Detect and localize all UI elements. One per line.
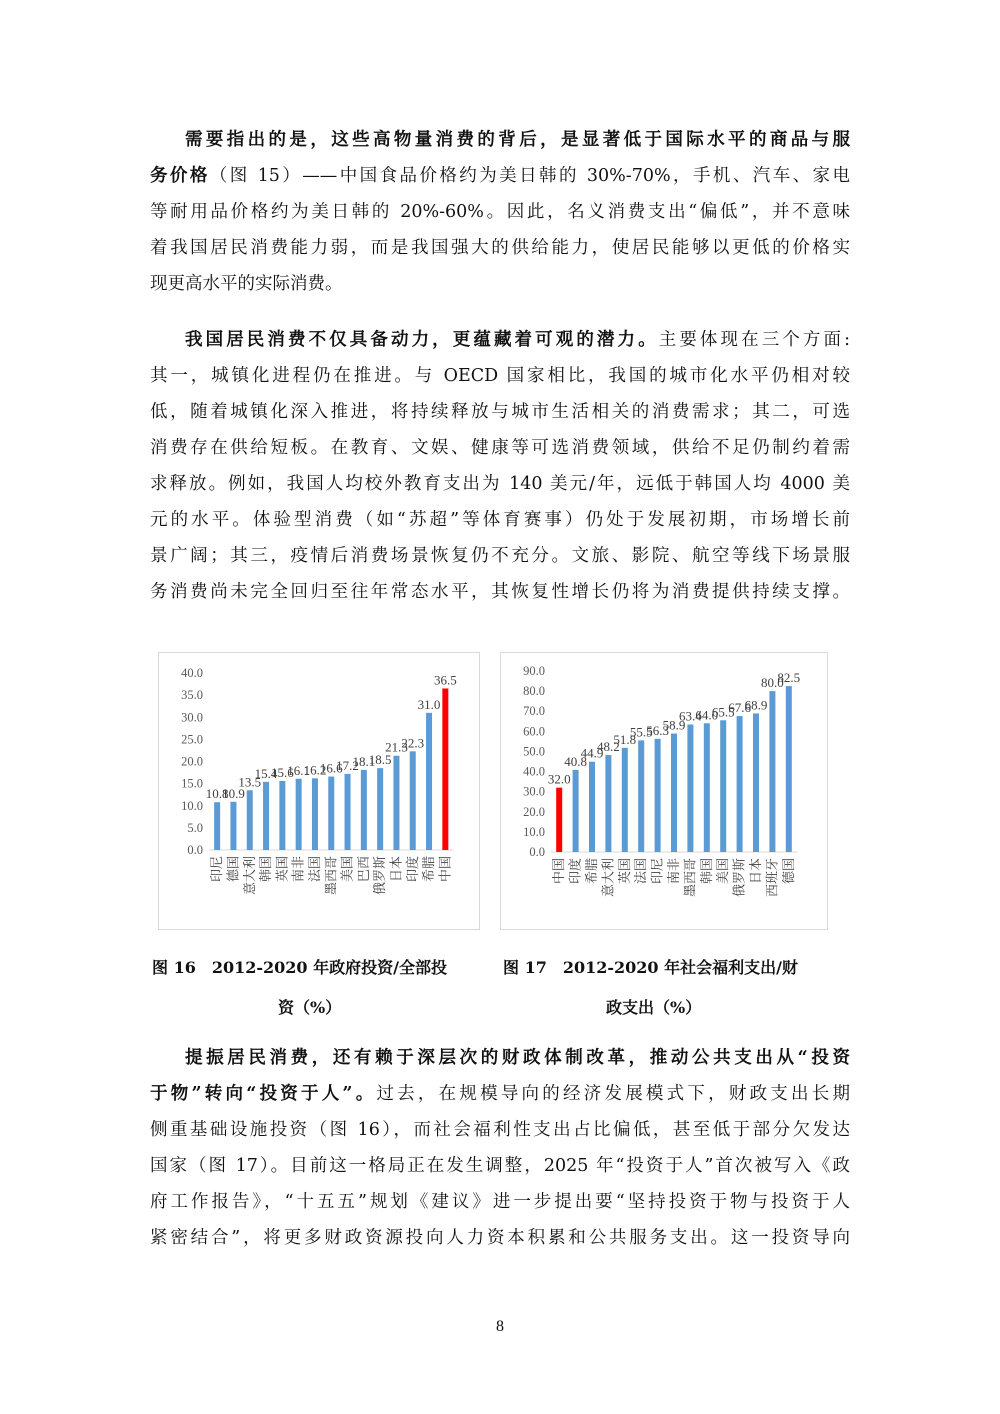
x-category-label: 德国 [226,856,242,883]
data-label: 58.9 [662,717,686,733]
data-label: 56.3 [646,722,669,738]
paragraph-3-line-2-rest: 过去，在规模导向的经济发展模式下，财政支出长期 [376,1084,850,1104]
x-category-label: 西班牙 [765,858,781,898]
x-category-label: 英国 [617,858,633,885]
figure-16-svg [159,653,479,929]
figure-17-svg [501,653,827,929]
bar [442,688,448,850]
x-category-label: 印尼 [210,856,226,883]
x-category-label: 韩国 [699,858,715,885]
paragraph-3-bold-phrase: 于物”转向“投资于人”。 [150,1084,377,1104]
x-category-label: 印尼 [650,858,666,885]
x-category-label: 希腊 [422,856,438,883]
paragraph-3-line-1: 提振居民消费，还有赖于深层次的财政体制改革，推动公共支出从“投资 [185,1048,850,1068]
x-category-label: 南非 [291,856,307,883]
data-label: 13.5 [238,774,262,790]
y-tick-label: 40.0 [523,764,545,779]
data-label: 31.0 [417,696,441,712]
paragraph-2-line-8: 务消费尚未完全回归至往年常态水平，其恢复性增长仍将为消费提供持续支撑。 [150,582,850,602]
bar [377,768,383,850]
y-tick-label: 40.0 [181,666,203,680]
bar [655,739,661,852]
paragraph-1 [150,122,850,302]
bar [296,779,302,850]
bar [720,720,726,852]
bar [393,756,399,850]
y-tick-label: 35.0 [181,688,203,703]
paragraph-3 [150,1040,850,1256]
data-label: 40.8 [564,753,587,769]
data-label: 18.1 [352,753,376,769]
x-category-label: 法国 [634,858,650,885]
bar [638,740,644,852]
y-tick-label: 20.0 [181,754,203,769]
y-tick-label: 20.0 [523,804,545,819]
paragraph-1-bold-phrase: 务价格 [150,166,210,186]
x-category-label: 意大利 [242,856,258,896]
bar [312,778,318,850]
data-label: 16.6 [319,760,343,776]
x-category-label: 南非 [667,858,682,885]
data-label: 21.3 [385,739,408,755]
paragraph-2-line-7: 景广阔；其三，疫情后消费场景恢复仍不充分。文旅、影院、航空等线下场景服 [150,546,850,566]
y-tick-label: 70.0 [523,704,545,719]
bar [345,774,351,850]
bar [573,770,579,852]
bar [737,716,743,852]
paragraph-3-line-2 [150,1076,850,1112]
paragraph-2-line-1 [150,322,850,358]
paragraph-2 [150,322,850,610]
x-category-label: 墨西哥 [683,858,699,898]
data-label: 18.5 [368,752,392,768]
x-category-label: 俄罗斯 [732,858,748,898]
paragraph-1-line-5: 现更高水平的实际消费。 [150,274,343,294]
x-category-label: 英国 [275,856,291,883]
bar [704,723,710,852]
y-tick-label: 10.0 [181,798,203,813]
data-label: 63.4 [679,708,702,724]
figure-17-chart [500,652,828,930]
figure-17-caption-line-1: 图 17 2012-2020 年社会福利支出/财 [503,958,798,977]
x-category-label: 德国 [781,858,797,885]
data-label: 17.2 [336,757,359,773]
bar [753,713,759,852]
x-category-label: 巴西 [356,856,372,883]
y-tick-label: 0.0 [529,845,545,859]
paragraph-3-line-5: 府工作报告》，“十五五”规划《建议》进一步提出要“坚持投资于物与投资于人 [150,1192,850,1212]
paragraph-2-line-2: 其一，城镇化进程仍在推进。与 OECD 国家相比，我国的城市化水平仍相对较 [150,366,850,386]
x-category-label: 希腊 [585,858,600,885]
bar [671,734,677,852]
bar [247,790,253,850]
figure-16-caption-line-1: 图 16 2012-2020 年政府投资/全部投 [152,958,447,977]
x-category-label: 印度 [405,856,421,883]
bar [361,770,367,850]
paragraph-1-line-1: 需要指出的是，这些高物量消费的背后，是显著低于国际水平的商品与服 [185,130,850,150]
y-tick-label: 90.0 [523,664,545,678]
paragraph-1-line-2 [150,158,850,194]
y-tick-label: 80.0 [523,684,545,699]
bar [279,781,285,850]
bar [230,802,236,850]
data-label: 36.5 [433,672,457,688]
paragraph-2-line-4: 消费存在供给短板。在教育、文娱、健康等可选消费领域，供给不足仍制约着需 [150,438,850,458]
data-label: 15.6 [270,764,294,780]
figure-17-caption-line-2: 政支出（%） [606,998,702,1017]
data-label: 22.3 [401,735,425,751]
paragraph-2-line-1-rest: 主要体现在三个方面: [658,330,850,350]
figure-16-chart [158,652,480,930]
y-tick-label: 60.0 [523,724,545,739]
x-category-label: 韩国 [259,856,275,883]
paragraph-1-line-2-rest: （图 15）——中国食品价格约为美日韩的 30%-70%，手机、汽车、家电 [209,166,850,186]
bar [786,686,792,852]
y-tick-label: 15.0 [181,776,203,791]
data-label: 51.8 [613,731,637,747]
paragraph-3-line-3: 侧重基础设施投资（图 16），而社会福利性支出占比偏低，甚至低于部分欠发达 [150,1120,850,1140]
data-label: 44.9 [580,745,604,761]
data-label: 48.2 [597,739,620,755]
paragraph-1-line-3: 等耐用品价格约为美日韩的 20%-60%。因此，名义消费支出“偏低”，并不意味 [150,202,850,222]
bar [687,724,693,852]
data-label: 64.0 [695,707,719,723]
data-label: 15.4 [254,765,278,781]
x-category-label: 美国 [340,856,356,883]
bar [214,802,220,850]
y-tick-label: 10.0 [523,824,545,839]
data-label: 55.5 [629,724,653,740]
paragraph-2-line-6: 元的水平。体验型消费（如“苏超”等体育赛事）仍处于发展初期，市场增长前 [150,510,850,530]
paragraph-2-line-5: 求释放。例如，我国人均校外教育支出为 140 美元/年，远低于韩国人均 4000 美 [150,474,850,494]
page-number: 8 [496,1318,504,1335]
x-category-label: 印度 [568,858,584,885]
x-category-label: 意大利 [601,858,617,898]
figure-16-caption-line-2: 资（%） [278,998,342,1017]
bar [556,788,562,852]
bar [605,755,611,852]
data-label: 32.0 [547,771,571,787]
bar [589,762,595,852]
data-label: 16.1 [287,762,311,778]
paragraph-1-line-4: 着我国居民消费能力弱，而是我国强大的供给能力，使居民能够以更低的价格实 [150,238,850,258]
data-label: 16.2 [303,762,327,778]
bar [426,713,432,850]
data-label: 10.8 [205,786,229,802]
bar [328,777,334,850]
x-category-label: 美国 [716,858,732,885]
y-tick-label: 25.0 [181,732,203,747]
x-category-label: 日本 [749,858,764,885]
data-label: 65.5 [711,704,735,720]
data-label: 10.9 [222,785,245,801]
paragraph-3-line-6: 紧密结合”，将更多财政资源投向人力资本积累和公共服务支出。这一投资导向 [150,1228,850,1248]
y-tick-label: 0.0 [187,843,203,857]
data-label: 80.0 [761,675,784,691]
bar [769,691,775,852]
bar [263,782,269,850]
y-tick-label: 30.0 [523,784,545,799]
data-label: 82.5 [777,670,801,686]
x-category-label: 法国 [307,856,323,883]
paragraph-2-bold-phrase: 我国居民消费不仅具备动力，更蕴藏着可观的潜力。 [185,330,659,350]
paragraph-2-line-3: 低，随着城镇化深入推进，将持续释放与城市生活相关的消费需求；其二，可选 [150,402,850,422]
data-label: 68.9 [744,697,768,713]
x-category-label: 中国 [438,856,454,883]
paragraph-3-line-4: 国家（图 17）。目前这一格局正在发生调整，2025 年“投资于人”首次被写入《政 [150,1156,850,1176]
y-tick-label: 5.0 [187,820,203,835]
x-category-label: 中国 [552,858,568,885]
bar [410,751,416,850]
bar [622,748,628,852]
y-tick-label: 50.0 [523,744,545,759]
x-category-label: 日本 [389,856,405,883]
y-tick-label: 30.0 [181,710,203,725]
data-label: 67.6 [728,700,751,716]
x-category-label: 俄罗斯 [373,856,389,896]
x-category-label: 墨西哥 [324,856,340,896]
